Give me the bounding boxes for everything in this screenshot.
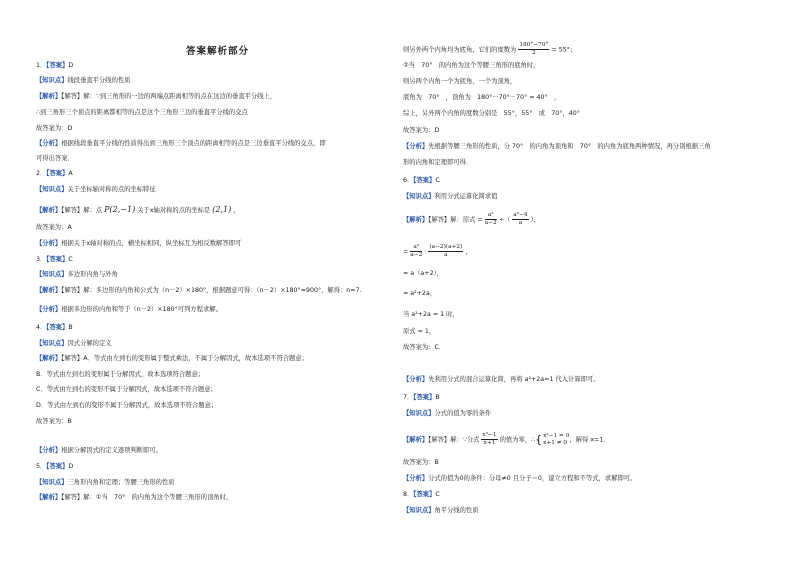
q6-analysis: 【解析】【解答】解：原式 = $\frac{\text{a²}}{a-2}$ ÷（ $\frac{\text{a²−4}}{a}$ ）， — [403, 212, 541, 226]
q5-explanation: 【分析】先根据等腰三角形的性质，分 70° 的内角为顶角和 70° 的内角为底角两种情况，再分别根据三角 — [403, 143, 711, 150]
q4-result: 故答案为：B — [36, 418, 72, 425]
page-title: 答案解析部分 — [186, 46, 250, 57]
q7-explanation: 【分析】分式的值为0的条件：分母≠0 且分子＝0，建立方程和不等式，求解即可。 — [403, 475, 637, 482]
q5-summary: 综上，另外两个内角的度数分别是 55°，55° 或 70°，40° — [403, 110, 580, 117]
q2-explanation: 【分析】根据关于x轴对称的点，横坐标相同，纵坐标互为相反数解答即可 — [36, 240, 242, 247]
q6-explanation: 【分析】先利用分式的混合运算化简，再将 a²+2a=1 代入计算即可。 — [403, 376, 600, 383]
q3-knowledge: 【知识点】多边形内角与外角 — [36, 271, 118, 278]
q4-explanation: 【分析】根据分解因式的定义逐项判断即可。 — [36, 447, 162, 454]
q1-explanation: 【分析】根据线段垂直平分线的性质得出到三角形三个顶点的距离相等的点是三边垂直平分线的交点，即 — [36, 140, 326, 147]
q5-case1-result: 则另外两个内角均为底角，它们的度数为 $\frac{180^\circ-70^\circ}{2}$ = 55°； — [403, 42, 577, 56]
q5-explanation-line2: 形的内角和定理即可得． — [403, 159, 473, 166]
q2-analysis: 【解析】【解答】解：点 P(2,−1) 关于x轴对称的点的坐标是 (2,1) ， — [36, 205, 240, 214]
q6-knowledge: 【知识点】利用分式运算化简求值 — [403, 193, 498, 200]
q6-step1: = $\frac{\text{a²}}{a-2}$ · $\frac{(a-2)(a+2)}{a}$ ， — [403, 244, 472, 258]
q4-option-b: B．等式由左到右的变形属于分解因式，故本选项符合题意； — [36, 371, 205, 378]
q6-step4: 当 a²+2a = 1 时， — [403, 311, 459, 318]
q6-step5: 原式 = 1， — [403, 328, 436, 335]
q3-answer: 3．【答案】C — [36, 256, 73, 263]
q8-knowledge: 【知识点】角平分线的性质 — [403, 507, 479, 514]
q6-step2: = a（a+2）， — [403, 270, 444, 277]
q7-analysis: 【解析】【解答】解：∵分式 $\frac{\text{x²−1}}{x+1}$ 的值为零，∴{ x²−1 = 0 x+1 ≠ 0 ，解得 x=1． — [403, 432, 610, 446]
q6-step3: = a²+2a， — [403, 290, 437, 297]
q1-answer: 1．【答案】D — [36, 62, 74, 69]
q5-knowledge: 【知识点】三角形内角和定理；等腰三角形的性质 — [36, 479, 175, 486]
q5-case2: ②当 70° 的内角为这个等腰三角形的底角时， — [403, 62, 540, 69]
q1-knowledge: 【知识点】线段垂直平分线的性质 — [36, 77, 131, 84]
q7-answer: 7．【答案】B — [403, 394, 440, 401]
q1-explanation-line2: 可得出答案． — [36, 155, 74, 162]
q2-answer: 2．【答案】A — [36, 170, 73, 177]
q7-result: 故答案为：B — [403, 459, 439, 466]
q5-result: 故答案为：D — [403, 127, 440, 134]
q4-knowledge: 【知识点】因式分解的定义 — [36, 340, 112, 347]
q5-analysis: 【解析】【解答】解：①当 70° 的内角为这个等腰三角形的顶角时， — [36, 494, 233, 501]
q4-answer: 4．【答案】B — [36, 324, 73, 331]
q1-analysis: 【解析】【解答】解：∵到三角形的一边的两端点距离相等的点在这边的垂直平分线上， — [36, 93, 277, 100]
q5-answer: 5．【答案】D — [36, 463, 74, 470]
q8-answer: 8．【答案】C — [403, 491, 440, 498]
q4-analysis: 【解析】【解答】A．等式由左到右的变形属于整式乘法，不属于分解因式，故本选项不符合题意； — [36, 355, 308, 362]
q1-analysis-line2: ∴到三角形三个顶点的距离都相等的点是这个三角形三边的垂直平分线的交点 — [36, 109, 248, 116]
q3-explanation: 【分析】根据多边形的内角和等于（n－2）×180°可列方程求解。 — [36, 306, 222, 313]
q6-answer: 6．【答案】C — [403, 177, 440, 184]
q2-result: 故答案为：A — [36, 224, 72, 231]
q5-case2-line2: 则另两个内角一个为底角，一个为顶角， — [403, 78, 517, 85]
q3-analysis: 【解析】【解答】解：多边形的内角和公式为（n－2）×180°，根据题意可得：（n－2）×180°=900°，解得：n=7. — [36, 287, 362, 294]
q6-result: 故答案为：C． — [403, 344, 446, 351]
q4-option-c: C．等式由左到右的变形不属于分解因式，故本选项不符合题意； — [36, 386, 217, 393]
q5-case2-line3: 底角为 70° ，顶角为 180°－70°－70° = 40° ， — [403, 94, 561, 101]
q4-option-d: D．等式由左到右的变形不属于分解因式，故本选项不符合题意； — [36, 402, 218, 409]
q7-knowledge: 【知识点】分式的值为零的条件 — [403, 410, 492, 417]
q1-result: 故答案为：D — [36, 125, 73, 132]
q2-knowledge: 【知识点】关于坐标轴对称的点的坐标特征 — [36, 186, 156, 193]
